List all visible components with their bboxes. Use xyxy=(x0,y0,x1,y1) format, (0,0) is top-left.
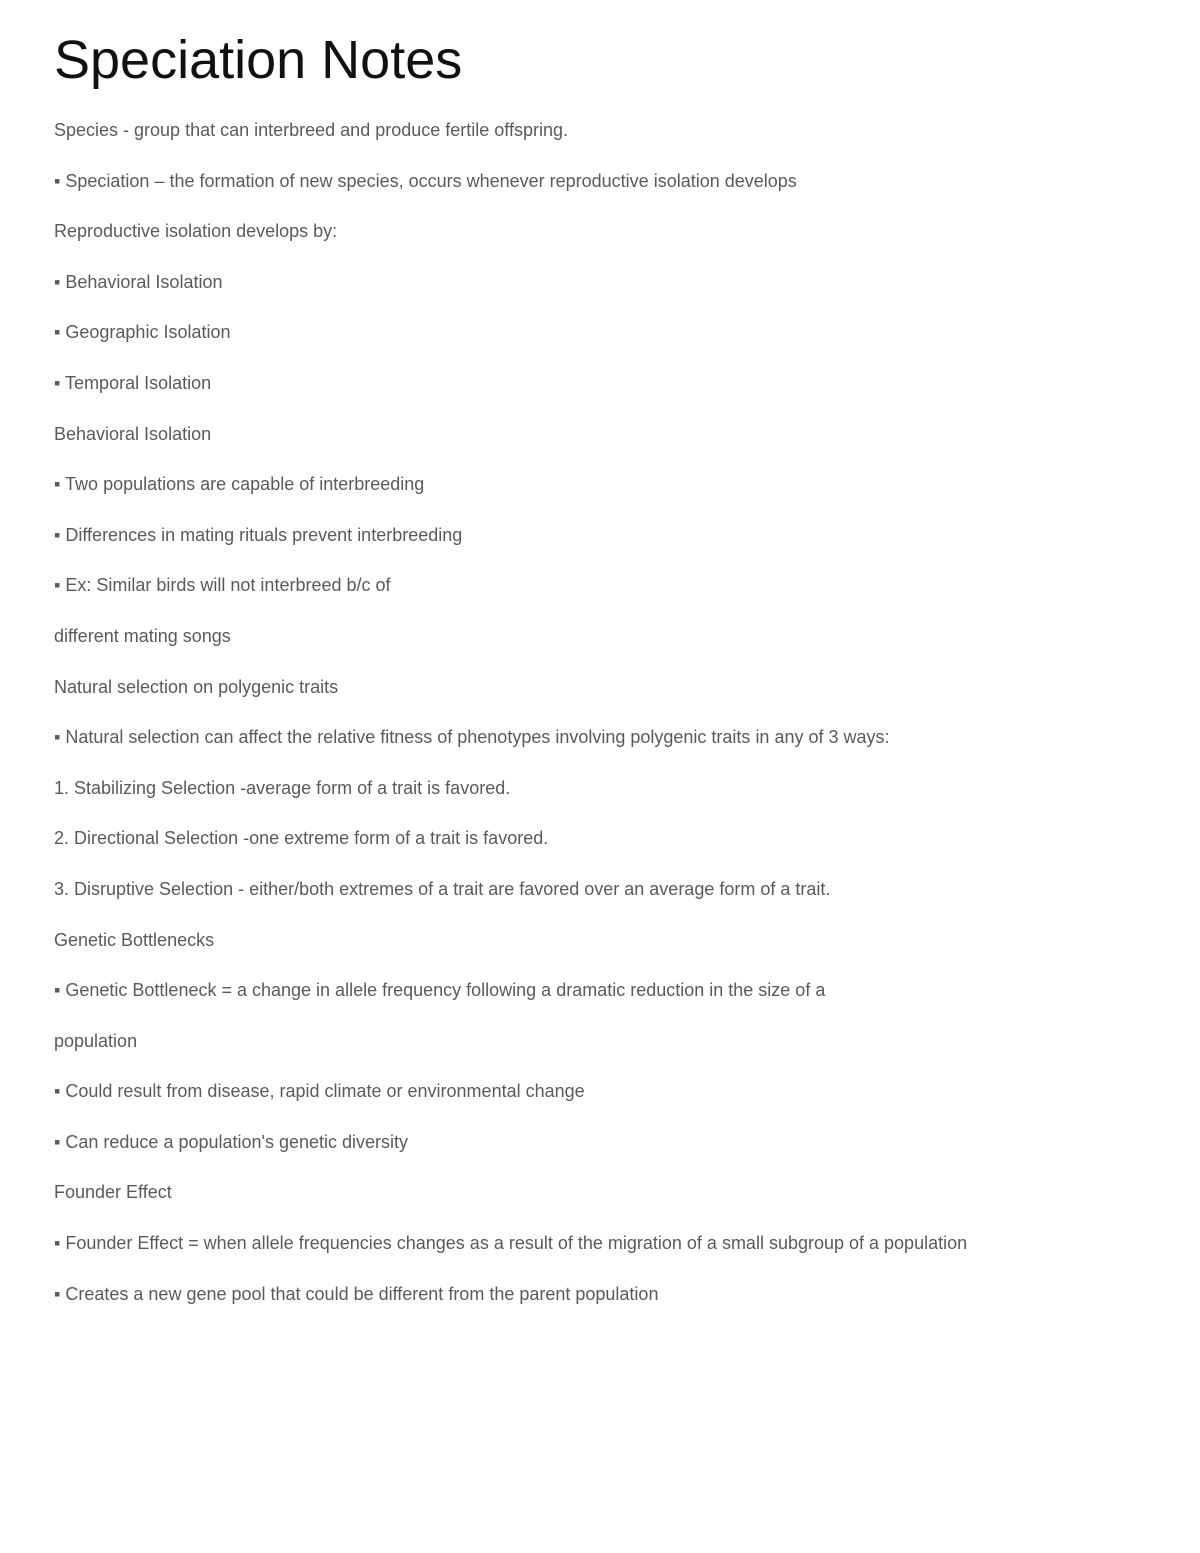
note-line: Reproductive isolation develops by: xyxy=(54,221,338,242)
note-line: ▪ Geographic Isolation xyxy=(54,322,231,343)
note-line: 1. Stabilizing Selection -average form of a trait is favored. xyxy=(54,777,511,798)
note-line: Founder Effect xyxy=(54,1182,172,1203)
note-line: 2. Directional Selection -one extreme form of a trait is favored. xyxy=(54,828,549,849)
note-line: ▪ Creates a new gene pool that could be different from the parent population xyxy=(54,1283,659,1304)
note-line: 3. Disruptive Selection - either/both extremes of a trait are favored over an average form of a trait. xyxy=(54,878,831,899)
note-line: ▪ Ex: Similar birds will not interbreed b/c of xyxy=(54,575,391,596)
note-line: ▪ Temporal Isolation xyxy=(54,372,212,393)
note-line: ▪ Natural selection can affect the relative fitness of phenotypes involving polygenic traits in any of 3 ways: xyxy=(54,727,890,748)
note-line: ▪ Speciation – the formation of new species, occurs whenever reproductive isolation develops xyxy=(54,170,797,191)
page-title: Speciation Notes xyxy=(54,30,463,90)
note-line: Natural selection on polygenic traits xyxy=(54,676,339,697)
note-line: ▪ Differences in mating rituals prevent interbreeding xyxy=(54,524,463,545)
note-line: ▪ Genetic Bottleneck = a change in allele frequency following a dramatic reduction in the size of a xyxy=(54,980,826,1001)
note-line: Genetic Bottlenecks xyxy=(54,929,215,950)
note-line: ▪ Two populations are capable of interbreeding xyxy=(54,474,425,495)
note-line: Species - group that can interbreed and produce fertile offspring. xyxy=(54,120,568,140)
note-line: ▪ Founder Effect = when allele frequencies changes as a result of the migration of a small subgroup of a population xyxy=(54,1233,968,1254)
note-line: population xyxy=(54,1030,138,1051)
note-line: Behavioral Isolation xyxy=(54,423,212,444)
note-line: different mating songs xyxy=(54,625,231,646)
note-line: ▪ Behavioral Isolation xyxy=(54,271,223,292)
document-page xyxy=(54,0,1174,1329)
note-line: ▪ Can reduce a population's genetic diversity xyxy=(54,1131,409,1152)
note-line: ▪ Could result from disease, rapid climate or environmental change xyxy=(54,1081,585,1102)
notes-body xyxy=(54,115,1174,1329)
